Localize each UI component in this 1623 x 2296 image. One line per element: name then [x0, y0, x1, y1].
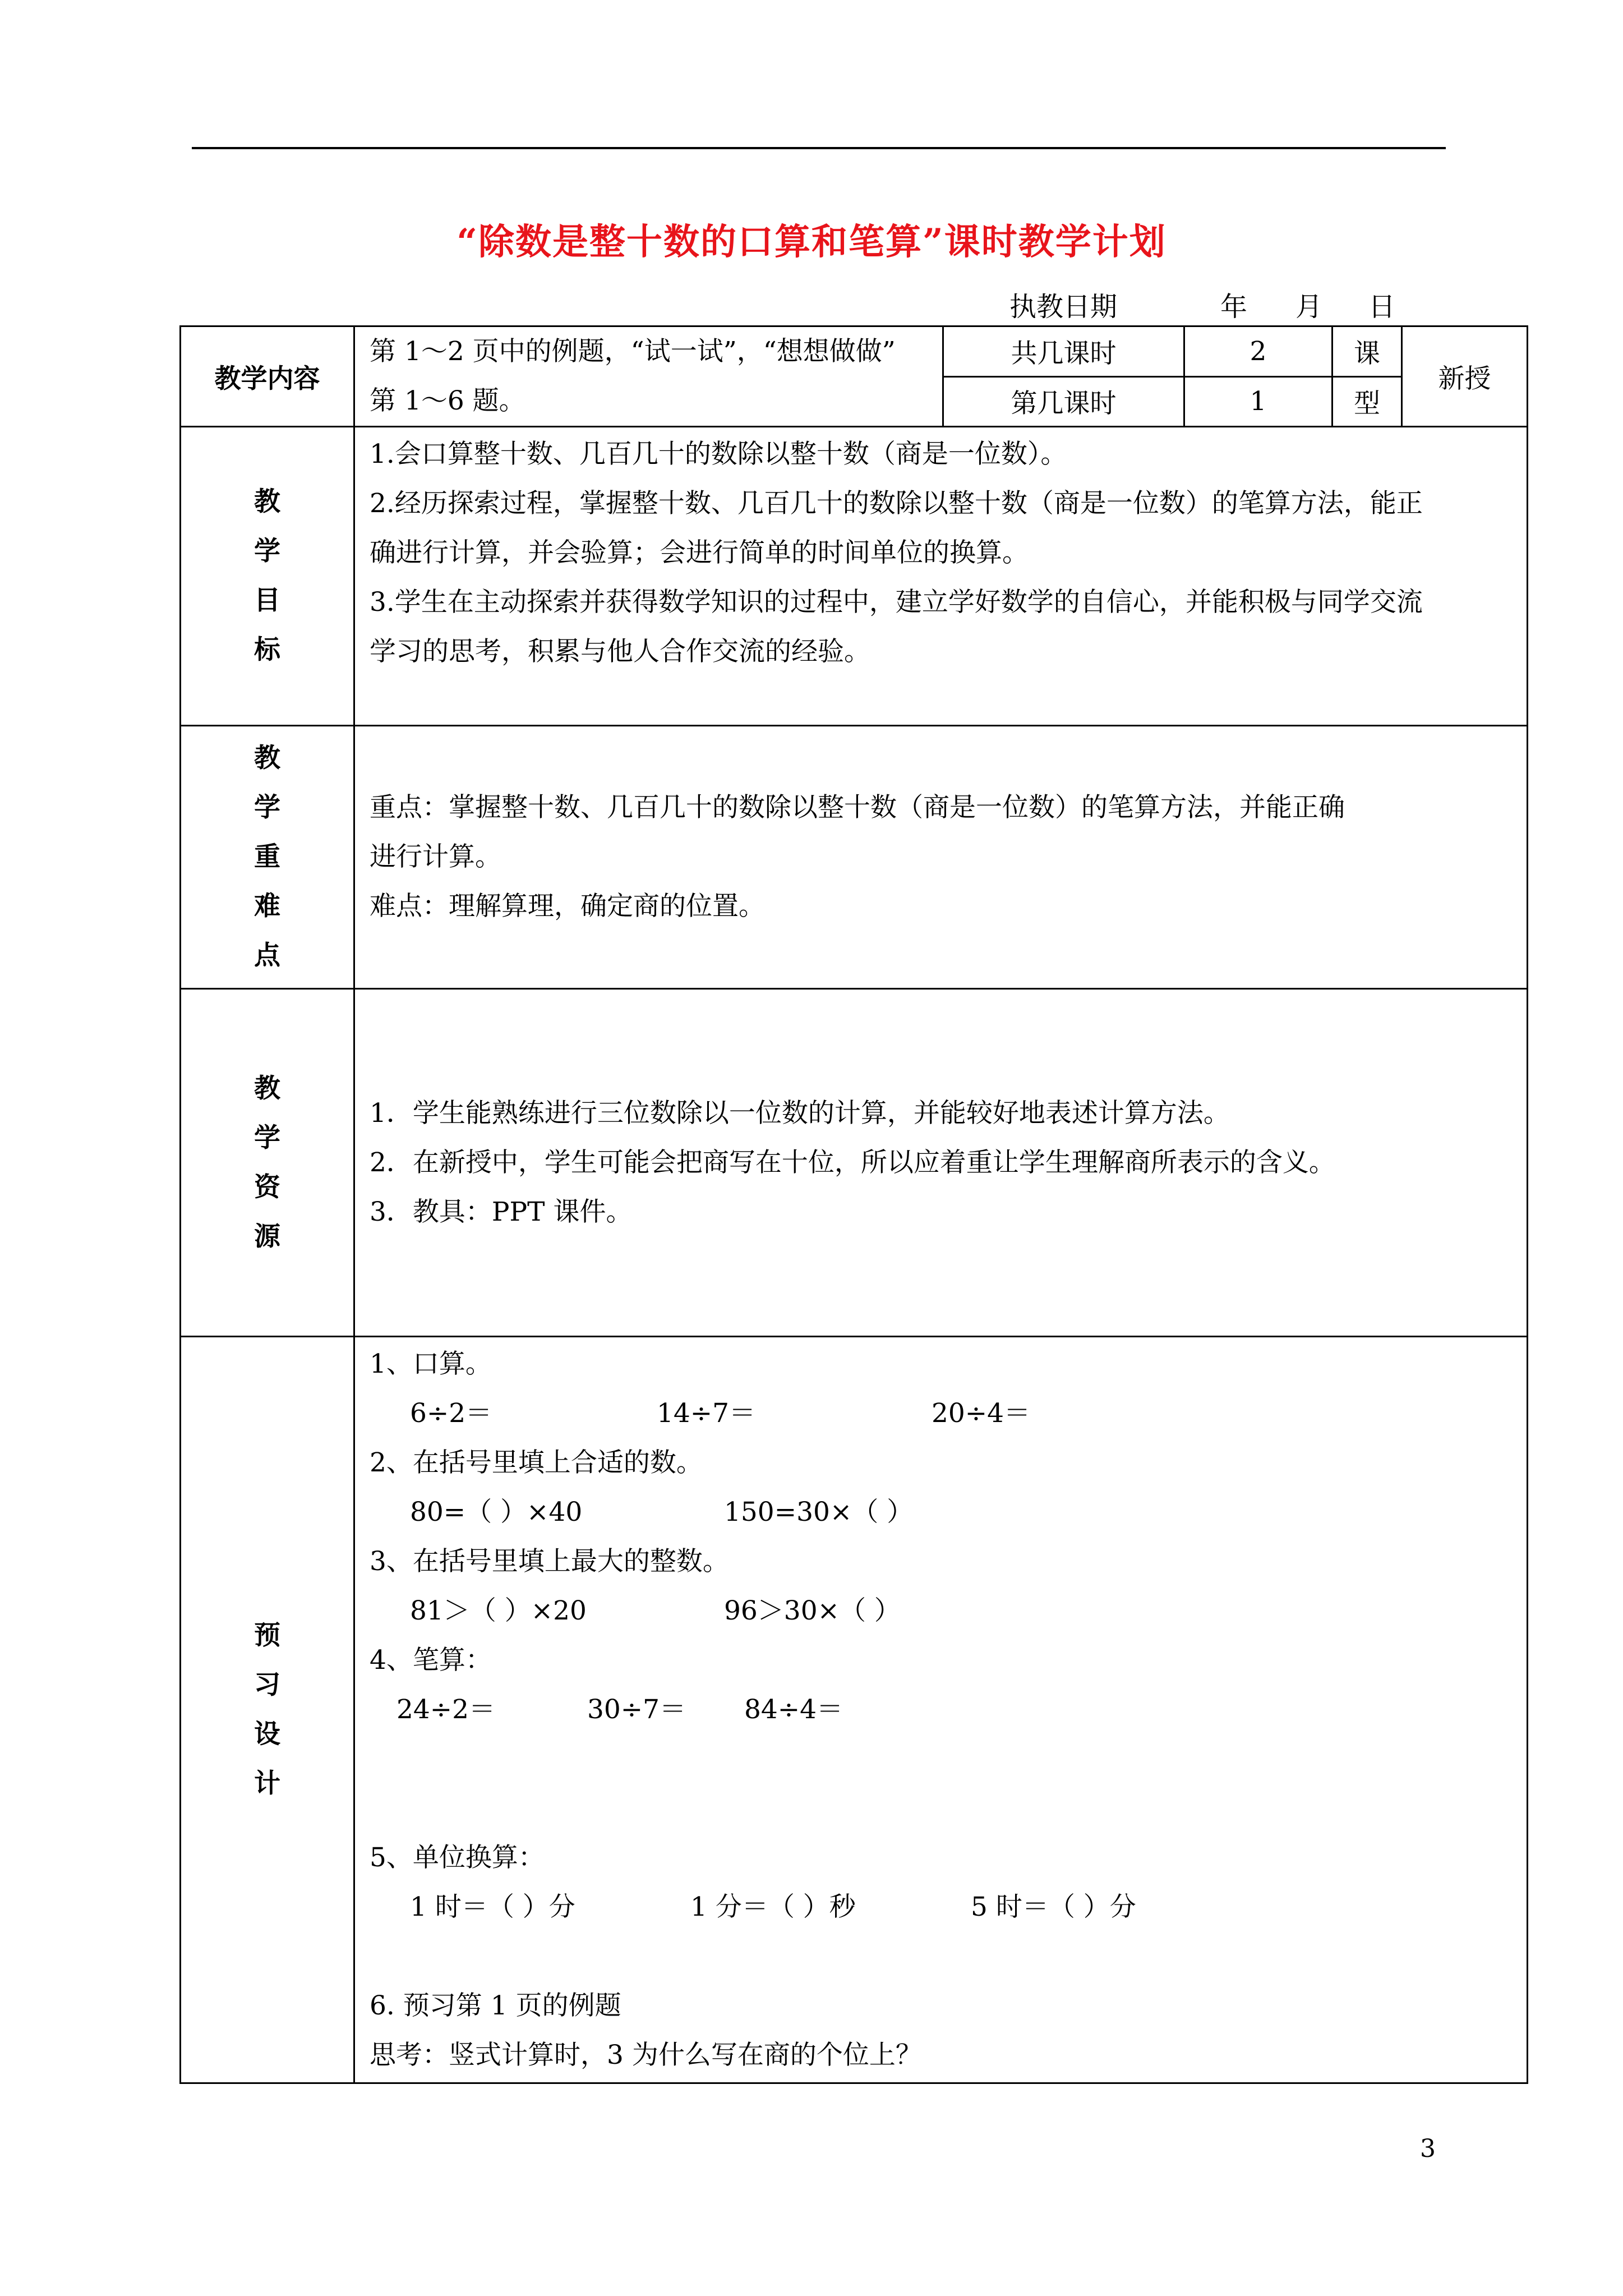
- preview-row: [181, 1337, 1528, 2083]
- preview-q4-items: [370, 1685, 1512, 1734]
- label-char: 预: [254, 1620, 280, 1651]
- date-month: 月: [1295, 291, 1323, 323]
- resources-label: [181, 989, 354, 1337]
- goal-line: 学习的思考，积累与他人合作交流的经验。: [370, 636, 870, 667]
- label-char: 标: [254, 634, 280, 665]
- preview-q5-title: 5、单位换算：: [370, 1842, 545, 1873]
- key-point-line: 难点：理解算理，确定商的位置。: [370, 891, 765, 922]
- label-char: 目: [254, 585, 280, 616]
- header-rule: [192, 147, 1446, 149]
- label-char: 学: [254, 1122, 280, 1153]
- exercise-item: 24÷2＝: [396, 1694, 496, 1725]
- preview-q2-title: 2、在括号里填上合适的数。: [370, 1447, 703, 1478]
- label-char: 难: [254, 891, 280, 922]
- preview-content: [354, 1337, 1528, 2083]
- exercise-item: 5 时＝（ ）分: [971, 1892, 1136, 1922]
- key-points-label: [181, 726, 354, 989]
- type-label-top: 课: [1332, 326, 1402, 377]
- total-lessons-value: 2: [1184, 326, 1332, 377]
- preview-q1-title: 1、口算。: [370, 1349, 492, 1379]
- label-char: 重: [254, 841, 280, 872]
- nth-lesson-label: 第几课时: [943, 376, 1184, 427]
- lesson-plan-table: [179, 325, 1528, 2084]
- total-lessons-label: 共几课时: [943, 326, 1184, 377]
- exercise-item: 14÷7＝: [657, 1398, 756, 1429]
- key-points-row: [181, 726, 1528, 989]
- exercise-item: 30÷7＝: [587, 1694, 686, 1725]
- goals-row: [181, 427, 1528, 726]
- resources-row: [181, 989, 1528, 1337]
- key-point-line: 重点：掌握整十数、几百几十的数除以整十数（商是一位数）的笔算方法，并能正确: [370, 792, 1345, 823]
- work-space: [370, 1734, 1512, 1833]
- preview-q6-think: 思考：竖式计算时，3 为什么写在商的个位上？: [370, 2040, 922, 2070]
- goal-line: 2.经历探索过程，掌握整十数、几百几十的数除以整十数（商是一位数）的笔算方法，能正: [370, 488, 1423, 519]
- lesson-type-value: 新授: [1402, 326, 1528, 427]
- preview-q6-title: 6. 预习第 1 页的例题: [370, 1990, 621, 2021]
- exercise-item: 84÷4＝: [744, 1694, 843, 1725]
- preview-q5-items: [370, 1883, 1512, 1932]
- key-points-content: [354, 726, 1528, 989]
- page-number: 3: [1420, 2134, 1436, 2163]
- exercise-item: 1 分＝（ ）秒: [690, 1892, 856, 1922]
- label-char: 教: [254, 486, 280, 517]
- exercise-item: 6÷2＝: [410, 1398, 492, 1429]
- label-char: 计: [254, 1768, 280, 1799]
- preview-q2-items: [370, 1488, 1512, 1537]
- goal-line: 3.学生在主动探索并获得数学知识的过程中，建立学好数学的自信心，并能积极与同学交流: [370, 587, 1423, 618]
- content-line: 第 1～2 页中的例题，“试一试”，“想想做做”: [370, 336, 896, 367]
- exercise-item: 20÷4＝: [932, 1398, 1031, 1429]
- header-row-1: [181, 326, 1528, 377]
- preview-q1-items: [370, 1389, 1512, 1438]
- resources-content: [354, 989, 1528, 1337]
- resource-line: 1．学生能熟练进行三位数除以一位数的计算，并能较好地表述计算方法。: [370, 1097, 1230, 1129]
- preview-q4-title: 4、笔算：: [370, 1645, 492, 1676]
- exercise-item: 150=30×（ ）: [724, 1497, 914, 1527]
- content-label: 教学内容: [181, 326, 354, 427]
- goal-line: 1.会口算整十数、几百几十的数除以整十数（商是一位数）。: [370, 439, 1067, 470]
- label-char: 教: [254, 1073, 280, 1104]
- type-label-bottom: 型: [1332, 376, 1402, 427]
- exercise-item: 80=（ ）×40: [410, 1497, 583, 1527]
- label-char: 学: [254, 536, 280, 567]
- content-cell: [354, 326, 943, 427]
- key-point-line: 进行计算。: [370, 841, 501, 872]
- nth-lesson-value: 1: [1184, 376, 1332, 427]
- label-char: 学: [254, 792, 280, 823]
- resource-line: 2．在新授中，学生可能会把商写在十位，所以应着重让学生理解商所表示的含义。: [370, 1147, 1335, 1178]
- goal-line: 确进行计算，并会验算；会进行简单的时间单位的换算。: [370, 537, 1029, 568]
- resource-line: 3．教具：PPT 课件。: [370, 1196, 633, 1227]
- exercise-item: 96＞30×（ ）: [724, 1595, 901, 1626]
- label-char: 教: [254, 743, 280, 774]
- label-char: 源: [254, 1221, 280, 1252]
- goals-content: [354, 427, 1528, 726]
- exercise-item: 81＞（ ）×20: [410, 1595, 587, 1626]
- preview-q3-title: 3、在括号里填上最大的整数。: [370, 1546, 729, 1577]
- date-label: 执教日期: [1009, 291, 1118, 323]
- label-char: 设: [254, 1719, 280, 1750]
- label-char: 习: [254, 1669, 280, 1700]
- content-line: 第 1～6 题。: [370, 385, 525, 416]
- preview-label: [181, 1337, 354, 2083]
- preview-q3-items: [370, 1586, 1512, 1636]
- exercise-item: 1 时＝（ ）分: [410, 1892, 575, 1922]
- spacer: [370, 1932, 1512, 1981]
- page-title: “除数是整十数的口算和笔算”课时教学计划: [457, 221, 1166, 263]
- date-day: 日: [1368, 291, 1396, 323]
- date-year: 年: [1220, 291, 1248, 323]
- label-char: 资: [254, 1171, 280, 1203]
- goals-label: [181, 427, 354, 726]
- label-char: 点: [254, 940, 280, 971]
